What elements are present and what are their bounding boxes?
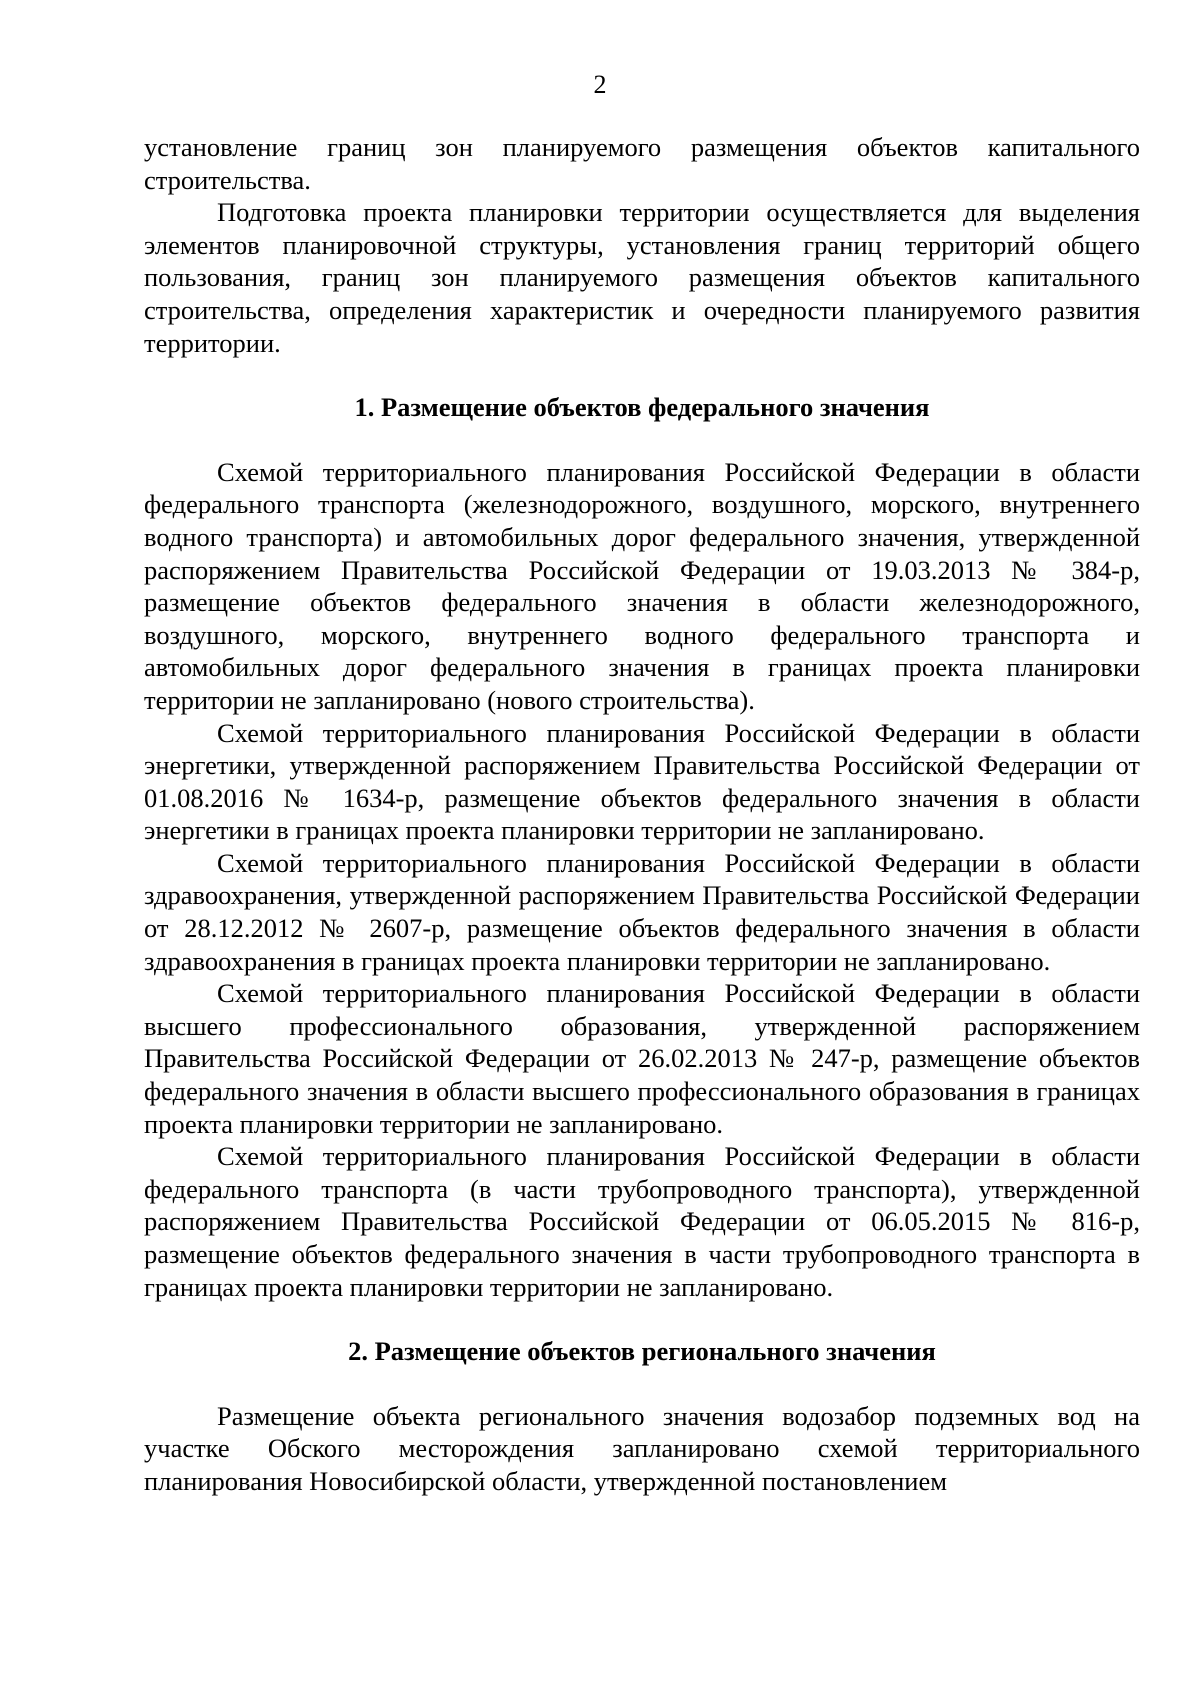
paragraph-pipeline-transport: Схемой территориального планирования Российской Федерации в области федерального транспорта (в части трубопроводного транспорта), утвержденной распоряжением Правительства Российской Федерации от 06.05.2015 № 816-р, размещение объектов федерального значения в части трубопроводного транспорта в границах проекта планировки территории не запланировано. [144,1141,1140,1302]
paragraph-continuation: установление границ зон планируемого размещения объектов капитального строительства. [144,132,1140,195]
paragraph-healthcare: Схемой территориального планирования Российской Федерации в области здравоохранения, утвержденной распоряжением Правительства Российской Федерации от 28.12.2012 № 2607-р, размещение объектов федерального значения в области здравоохранения в границах проекта планировки территории не запланировано. [144,847,1140,976]
section-heading-regional: 2. Размещение объектов регионального значения [348,1336,936,1367]
page-number: 2 [593,70,607,99]
paragraph-federal-transport: Схемой территориального планирования Российской Федерации в области федерального транспорта (железнодорожного, воздушного, морского, внутреннего водного транспорта) и автомобильных дорог федерального значения, утвержденной распоряжением Правительства Российской Федерации от 19.03.2013 № 384-р, размещение объектов федерального значения в области железнодорожного, воздушного, морского, внутреннего водного федерального транспорта и автомобильных дорог федерального значения в границах проекта планировки территории не запланировано (нового строительства). [144,456,1140,715]
paragraph-project-preparation: Подготовка проекта планировки территории осуществляется для выделения элементов планировочной структуры, установления границ территорий общего пользования, границ зон планируемого размещения объектов капитального строительства, определения характеристик и очередности планируемого развития территории. [144,197,1140,358]
paragraph-higher-education: Схемой территориального планирования Российской Федерации в области высшего профессионального образования, утвержденной распоряжением Правительства Российской Федерации от 26.02.2013 № 247-р, размещение объектов федерального значения в области высшего профессионального образования в границах проекта планировки территории не запланировано. [144,978,1140,1139]
document-body [144,131,1140,1498]
paragraph-energy: Схемой территориального планирования Российской Федерации в области энергетики, утвержденной распоряжением Правительства Российской Федерации от 01.08.2016 № 1634-р, размещение объектов федерального значения в области энергетики в границах проекта планировки территории не запланировано. [144,717,1140,846]
paragraph-water-intake: Размещение объекта регионального значения водозабор подземных вод на участке Обского месторождения запланировано схемой территориального планирования Новосибирской области, утвержденной постановлением [144,1400,1140,1496]
section-heading-federal: 1. Размещение объектов федерального значения [354,392,930,423]
